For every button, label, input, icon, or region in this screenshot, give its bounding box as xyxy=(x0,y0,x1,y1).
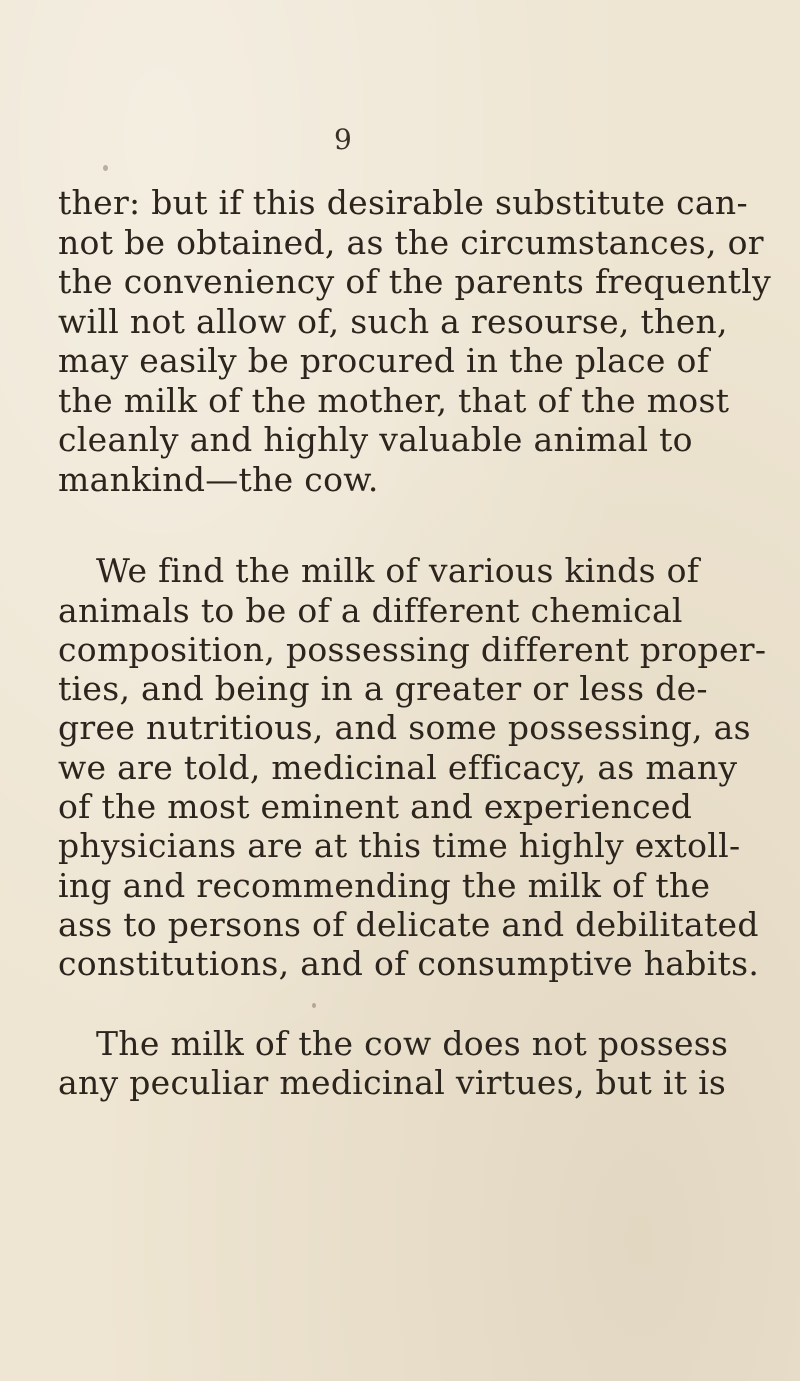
text-line: may easily be procured in the place of xyxy=(58,341,710,380)
text-line: We find the milk of various kinds of xyxy=(96,551,700,590)
page-number: 9 xyxy=(334,123,352,156)
text-line: any peculiar medicinal virtues, but it is xyxy=(58,1063,727,1102)
ink-speck xyxy=(312,1003,316,1008)
text-line: of the most eminent and experienced xyxy=(58,787,693,826)
text-line: the conveniency of the parents frequently xyxy=(58,262,772,301)
text-line: gree nutritious, and some possessing, as xyxy=(58,708,751,747)
text-line: we are told, medicinal efficacy, as many xyxy=(58,748,738,787)
text-line: ties, and being in a greater or less de- xyxy=(58,669,708,708)
text-line: physicians are at this time highly extoll- xyxy=(58,826,741,865)
text-line: composition, possessing different proper- xyxy=(58,630,767,669)
text-line: the milk of the mother, that of the most xyxy=(58,381,730,420)
text-line: ther: but if this desirable substitute can- xyxy=(58,183,748,222)
text-line: mankind—the cow. xyxy=(58,460,379,499)
text-line: will not allow of, such a resourse, then, xyxy=(58,302,728,341)
text-line: The milk of the cow does not possess xyxy=(96,1024,729,1063)
text-line: cleanly and highly valuable animal to xyxy=(58,420,693,459)
text-line: constitutions, and of consumptive habits. xyxy=(58,944,760,983)
text-line: animals to be of a different chemical xyxy=(58,591,683,630)
text-line: not be obtained, as the circumstances, or xyxy=(58,223,764,262)
text-line: ass to persons of delicate and debilitated xyxy=(58,905,759,944)
text-line: ing and recommending the milk of the xyxy=(58,866,711,905)
ink-speck xyxy=(103,165,108,171)
